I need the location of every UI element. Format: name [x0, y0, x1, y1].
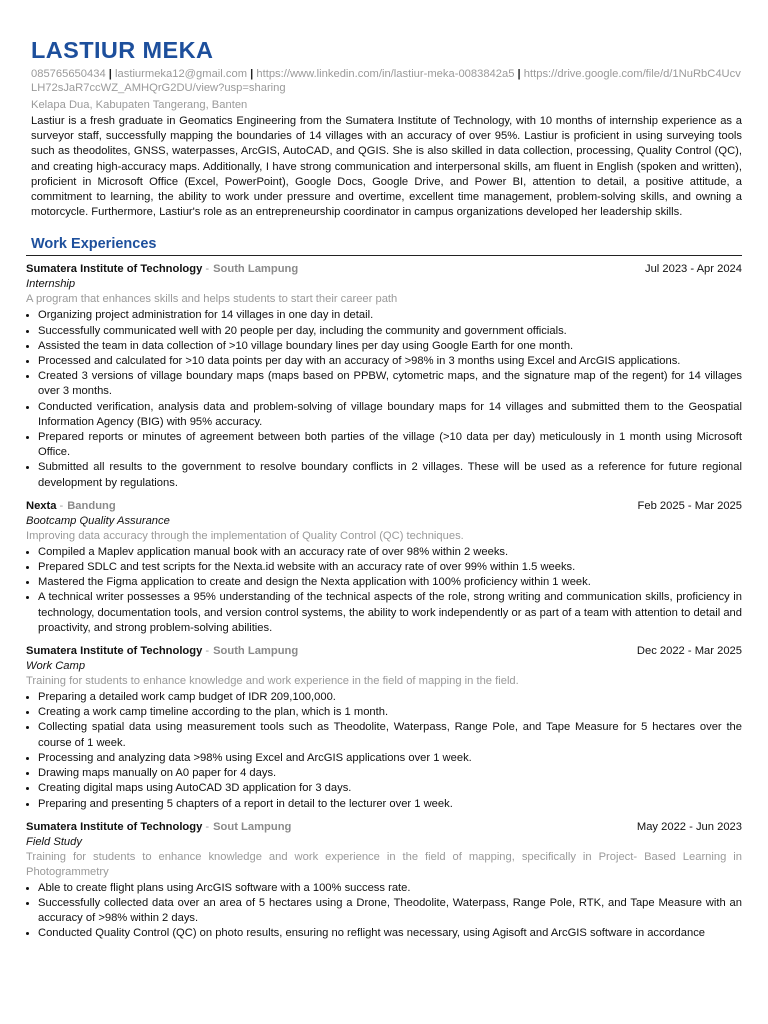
bullet-item: • Preparing a detailed work camp budget of IDR 209,100,000. [38, 690, 742, 705]
linkedin-link[interactable]: https://www.linkedin.com/in/lastiur-meka-0083842a5 [256, 68, 515, 80]
bullet-item: • Processed and calculated for >10 data points per day with an accuracy of >98% in 3 months using Excel and ArcGIS applications. [38, 354, 742, 369]
organization-name: Nexta [26, 499, 57, 512]
dash-separator: - [205, 263, 210, 276]
experience-description: A program that enhances skills and helps students to start their career path [26, 293, 398, 306]
bullet-item: • Prepared reports or minutes of agreement between both parties of the village (>10 data per day) meticulously in 1 month using Microsoft Office. [38, 430, 742, 460]
candidate-name: LASTIUR MEKA [31, 37, 214, 63]
organization-name: Sumatera Institute of Technology [26, 645, 203, 658]
bullet-item: • Able to create flight plans using ArcGIS software with a 100% success rate. [38, 881, 742, 896]
experience-item [26, 499, 742, 636]
home-location: Kelapa Dua, Kabupaten Tangerang, Banten [31, 99, 248, 111]
experience-list [26, 262, 742, 941]
experience-bullets [26, 545, 742, 636]
experience-description: Improving data accuracy through the implementation of Quality Control (QC) techniques. [26, 529, 464, 542]
contact-line [31, 67, 742, 95]
experience-header [26, 644, 742, 659]
experience-header [26, 499, 742, 514]
experience-item [26, 644, 742, 812]
experience-role: Internship [26, 278, 76, 291]
bullet-item: • Creating a work camp timeline according to the plan, which is 1 month. [38, 705, 742, 720]
experience-location: South Lampung [213, 645, 299, 658]
experience-org-line [26, 820, 291, 835]
experience-item [26, 262, 742, 490]
bullet-item: • Prepared SDLC and test scripts for the Nexta.id website with an accuracy rate of over 99% within 1.5 weeks. [38, 560, 742, 575]
experience-org-line [26, 499, 116, 514]
email-link[interactable]: lastiurmeka12@gmail.com [115, 68, 248, 80]
experience-role: Bootcamp Quality Assurance [26, 514, 170, 527]
organization-name: Sumatera Institute of Technology [26, 820, 203, 833]
separator: | [108, 68, 112, 80]
experience-description: Training for students to enhance knowledge and work experience in the field of mapping in the field. [26, 675, 519, 688]
resume-page [26, 36, 742, 942]
bullet-item: • Successfully collected data over an area of 5 hectares using a Drone, Theodolite, Waterpass, Range Pole, RTK, and Tape Measure with an accuracy of >98% within 2 days. [38, 896, 742, 926]
bullet-item: • Drawing maps manually on A0 paper for 4 days. [38, 766, 742, 781]
drive-link[interactable]: https://drive.google.com/file/d/1NuRbC4UcvLH72sJaR7ccWZ_AMHQrG2DU/view?usp=sharing [31, 68, 741, 94]
experience-location: Bandung [67, 499, 116, 512]
experience-location: South Lampung [213, 263, 299, 276]
experience-bullets [26, 690, 742, 812]
bullet-item: • A technical writer possesses a 95% understanding of the technical aspects of the role, strong writing and communication skills, proficiency in technology, documentation tools, and version control systems, the ability to work independently or as part of a team with attention to detail and proactivity, and strong problem-solving abilities. [38, 590, 742, 636]
separator: | [517, 68, 521, 80]
experience-dates: Feb 2025 - Mar 2025 [637, 499, 742, 512]
experience-item [26, 820, 742, 942]
experience-org-line [26, 262, 298, 277]
phone-number[interactable]: 085765650434 [31, 68, 106, 80]
organization-name: Sumatera Institute of Technology [26, 263, 203, 276]
experience-location: Sout Lampung [213, 820, 292, 833]
experience-header [26, 262, 742, 277]
bullet-item: • Organizing project administration for 14 villages in one day in detail. [38, 308, 742, 323]
experience-description: Training for students to enhance knowledge and work experience in the field of mapping, specifically in Project- Based Learning in Photogrammetry [26, 850, 742, 878]
experience-role: Field Study [26, 835, 82, 848]
separator: | [250, 68, 254, 80]
bullet-item: • Preparing and presenting 5 chapters of a report in detail to the lecturer over 1 week. [38, 797, 742, 812]
bullet-item: • Compiled a Maplev application manual book with an accuracy rate of over 98% within 2 weeks. [38, 545, 742, 560]
section-title-work-experiences: Work Experiences [31, 236, 157, 253]
bullet-item: • Assisted the team in data collection of >10 village boundary lines per day using Google Earth for one month. [38, 339, 742, 354]
bullet-item: • Created 3 versions of village boundary maps (maps based on PPBW, cytometric maps, and the signature map of the regent) for 14 villages over 3 months. [38, 369, 742, 399]
bullet-item: • Conducted verification, analysis data and problem-solving of village boundary maps for 14 villages and submitted them to the Geospatial Information Agency (BIG) with 95% accuracy. [38, 400, 742, 430]
experience-dates: May 2022 - Jun 2023 [636, 820, 742, 833]
dash-separator: - [205, 645, 210, 658]
experience-dates: Jul 2023 - Apr 2024 [644, 263, 742, 276]
experience-bullets [26, 881, 742, 942]
experience-dates: Dec 2022 - Mar 2025 [636, 645, 742, 658]
bullet-item: • Submitted all results to the government to resolve boundary conflicts in 2 villages. These will be used as a reference for future regional development by regulations. [38, 460, 742, 490]
experience-org-line [26, 644, 298, 659]
bullet-item: • Collecting spatial data using measurement tools such as Theodolite, Waterpass, Range Pole, and Tape Measure for 5 hectares over the course of 1 week. [38, 720, 742, 750]
dash-separator: - [59, 499, 64, 512]
bullet-item: • Successfully communicated well with 20 people per day, including the community and government officials. [38, 324, 742, 339]
experience-bullets [26, 308, 742, 490]
bullet-item: • Conducted Quality Control (QC) on photo results, ensuring no reflight was necessary, using Agisoft and ArcGIS software in accordance [38, 926, 742, 941]
bullet-item: • Processing and analyzing data >98% using Excel and ArcGIS applications over 1 week. [38, 751, 742, 766]
bullet-item: • Mastered the Figma application to create and design the Nexta application with 100% proficiency within 1 week. [38, 575, 742, 590]
experience-header [26, 820, 742, 835]
dash-separator: - [205, 820, 210, 833]
bullet-item: • Creating digital maps using AutoCAD 3D application for 3 days. [38, 781, 742, 796]
profile-summary: Lastiur is a fresh graduate in Geomatics Engineering from the Sumatera Institute of Technology, with 10 months of internship experience as a surveyor staff, successfully mapping the boundaries of 14 villages with an accuracy of over 95%. Lastiur is proficient in using surveying tools such as theodolites, GNSS, waterpasses, ArcGIS, AutoCAD, and QGIS. She is also skilled in data collection, processing, Quality Control (QC), and creating high-accuracy maps. Additionally, I have strong communication and interpersonal skills, am fluent in English (spoken and written), proficient in Microsoft Office (Excel, PowerPoint), Google Docs, Google Drive, and Power BI, attention to detail, a positive attitude, a commitment to learning, the ability to work under pressure and overtime, excellent time management, problem-solving skills, and owning a motorcycle. Furthermore, Lastiur's role as an entrepreneurship coordinator in campus organizations developed her leadership skills. [31, 115, 742, 219]
section-divider [26, 255, 742, 256]
experience-role: Work Camp [26, 660, 86, 673]
